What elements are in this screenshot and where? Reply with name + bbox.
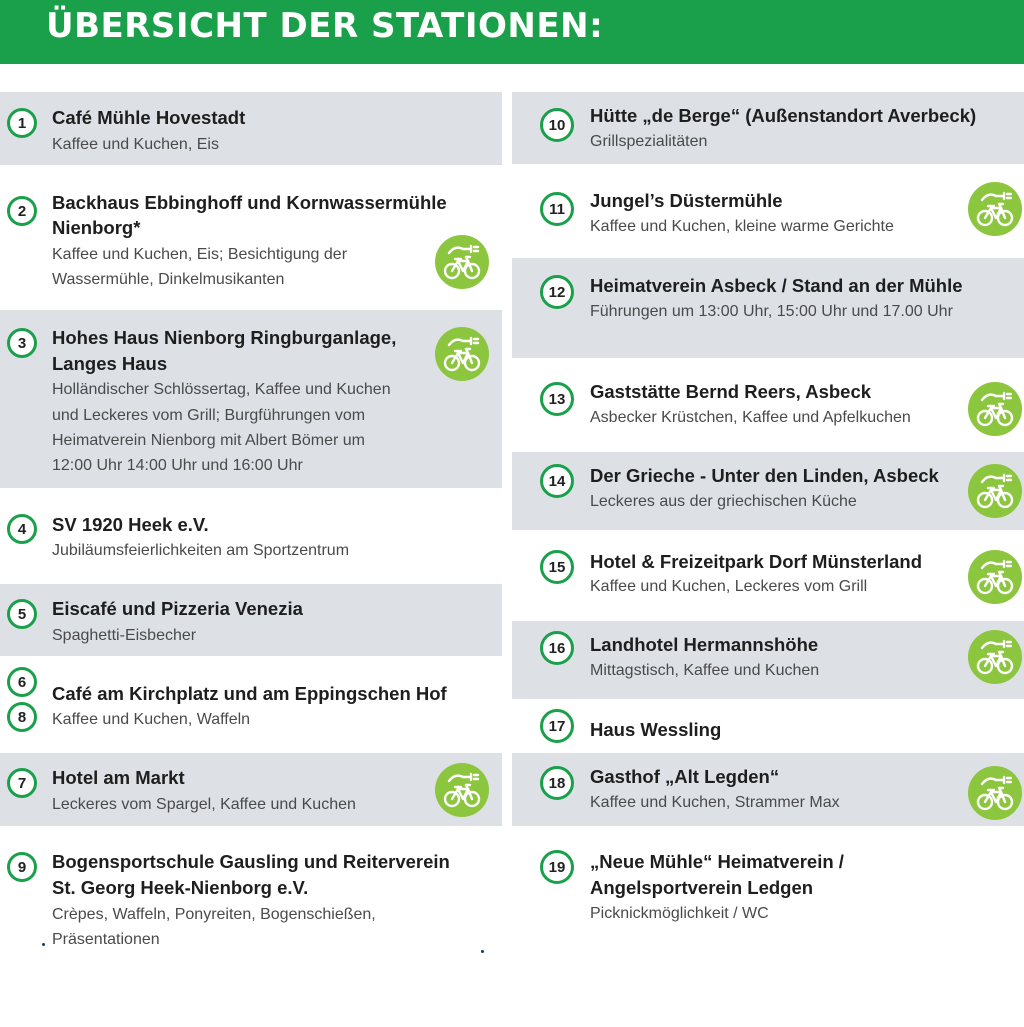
station-description: Asbecker Krüstchen, Kaffee und Apfelkuchen: [590, 409, 911, 426]
header-banner: [0, 0, 1024, 64]
page-title: ÜBERSICHT DER STATIONEN:: [46, 6, 604, 46]
ebike-charging-icon: [968, 550, 1022, 604]
station-19: [512, 840, 1024, 940]
station-15: [512, 540, 1024, 610]
station-title: Eiscafé und Pizzeria Venezia: [52, 598, 303, 619]
station-description-line-2: Präsentationen: [52, 931, 160, 948]
station-number-badge: 9: [7, 852, 37, 882]
station-title: Jungel’s Düstermühle: [590, 190, 783, 211]
station-title: Gasthof „Alt Legden“: [590, 766, 780, 787]
station-1: [0, 92, 502, 165]
station-description-line-3: Heimatverein Nienborg mit Albert Bömer um: [52, 432, 366, 449]
station-description: Picknickmöglichkeit / WC: [590, 905, 769, 922]
station-number-badge: 15: [540, 550, 574, 584]
station-description-line-2: Wassermühle, Dinkelmusikanten: [52, 271, 285, 288]
station-number-badge: 5: [7, 599, 37, 629]
station-description: Kaffee und Kuchen, Waffeln: [52, 711, 251, 728]
station-description: Crèpes, Waffeln, Ponyreiten, Bogenschießen,: [52, 906, 376, 923]
ebike-charging-icon: [968, 382, 1022, 436]
station-title: Backhaus Ebbinghoff und Kornwassermühle: [52, 192, 447, 213]
ebike-charging-icon: [435, 235, 489, 289]
station-11: [512, 176, 1024, 246]
ebike-charging-icon: [968, 464, 1022, 518]
station-number-badge: 19: [540, 850, 574, 884]
station-title: Heimatverein Asbeck / Stand an der Mühle: [590, 275, 963, 296]
station-description-line-2: und Leckeres vom Grill; Burgführungen vom: [52, 407, 366, 424]
station-title: Bogensportschule Gausling und Reiterverein: [52, 851, 450, 872]
station-number-badge: 11: [540, 192, 574, 226]
station-7: [0, 753, 502, 826]
station-description: Jubiläumsfeierlichkeiten am Sportzentrum: [52, 542, 350, 559]
station-9: [0, 840, 502, 960]
station-description: Kaffee und Kuchen, kleine warme Gerichte: [590, 218, 894, 235]
station-description: Kaffee und Kuchen, Eis: [52, 136, 219, 153]
station-description: Holländischer Schlössertag, Kaffee und Kuchen: [52, 381, 391, 398]
station-number-badge: 14: [540, 464, 574, 498]
station-18: [512, 753, 1024, 826]
station-12: [512, 258, 1024, 358]
station-number-badge: 6: [7, 667, 37, 697]
station-title: Haus Wessling: [590, 719, 722, 740]
station-number-badge: 8: [7, 702, 37, 732]
station-number-badge: 1: [7, 108, 37, 138]
station-number-badge: 2: [7, 196, 37, 226]
station-title: SV 1920 Heek e.V.: [52, 514, 209, 535]
station-number-badge: 16: [540, 631, 574, 665]
station-3: [0, 310, 502, 488]
station-title: Hotel & Freizeitpark Dorf Münsterland: [590, 551, 923, 572]
station-number-badge: 12: [540, 275, 574, 309]
station-title: Hotel am Markt: [52, 767, 185, 788]
station-description: Kaffee und Kuchen, Eis; Besichtigung der: [52, 246, 348, 263]
station-description: Leckeres vom Spargel, Kaffee und Kuchen: [52, 796, 356, 813]
station-number-badge: 13: [540, 382, 574, 416]
station-title-line-2: Angelsportverein Ledgen: [590, 877, 814, 898]
station-description: Leckeres aus der griechischen Küche: [590, 493, 857, 510]
station-title-line-2: Langes Haus: [52, 353, 168, 374]
station-title-line-2: St. Georg Heek-Nienborg e.V.: [52, 877, 309, 898]
station-5: [0, 584, 502, 656]
ebike-charging-icon: [968, 766, 1022, 820]
station-title-line-2: Nienborg*: [52, 217, 141, 238]
station-description-line-4: 12:00 Uhr 14:00 Uhr und 16:00 Uhr: [52, 457, 303, 474]
stray-dot: [481, 950, 484, 953]
station-number-badge: 3: [7, 328, 37, 358]
station-title: Hütte „de Berge“ (Außenstandort Averbeck): [590, 105, 977, 126]
station-description: Spaghetti-Eisbecher: [52, 627, 197, 644]
station-description: Mittagstisch, Kaffee und Kuchen: [590, 662, 820, 679]
station-number-badge: 18: [540, 766, 574, 800]
station-title: Gaststätte Bernd Reers, Asbeck: [590, 381, 872, 402]
station-2: [0, 178, 502, 300]
station-16: [512, 621, 1024, 699]
station-14: [512, 452, 1024, 530]
station-description: Führungen um 13:00 Uhr, 15:00 Uhr und 17.00 Uhr: [590, 303, 953, 320]
ebike-charging-icon: [435, 763, 489, 817]
station-number-badge: 10: [540, 108, 574, 142]
station-13: [512, 368, 1024, 440]
ebike-charging-icon: [968, 630, 1022, 684]
station-number-badge: 17: [540, 709, 574, 743]
station-title: Café Mühle Hovestadt: [52, 107, 246, 128]
stray-dot: [42, 943, 45, 946]
ebike-charging-icon: [968, 182, 1022, 236]
station-4: [0, 502, 502, 570]
station-title: Hohes Haus Nienborg Ringburganlage,: [52, 327, 397, 348]
station-description: Kaffee und Kuchen, Leckeres vom Grill: [590, 578, 868, 595]
station-title: Café am Kirchplatz und am Eppingschen Hof: [52, 683, 447, 704]
station-17: [512, 706, 1024, 748]
ebike-charging-icon: [435, 327, 489, 381]
station-description: Kaffee und Kuchen, Strammer Max: [590, 794, 840, 811]
station-number-badge: 4: [7, 514, 37, 544]
station-title: „Neue Mühle“ Heimatverein /: [590, 851, 844, 872]
station-description: Grillspezialitäten: [590, 133, 708, 150]
station-title: Landhotel Hermannshöhe: [590, 634, 819, 655]
station-title: Der Grieche - Unter den Linden, Asbeck: [590, 465, 939, 486]
station-10: [512, 92, 1024, 164]
station-number-badge: 7: [7, 768, 37, 798]
station-6-8: [0, 664, 502, 744]
